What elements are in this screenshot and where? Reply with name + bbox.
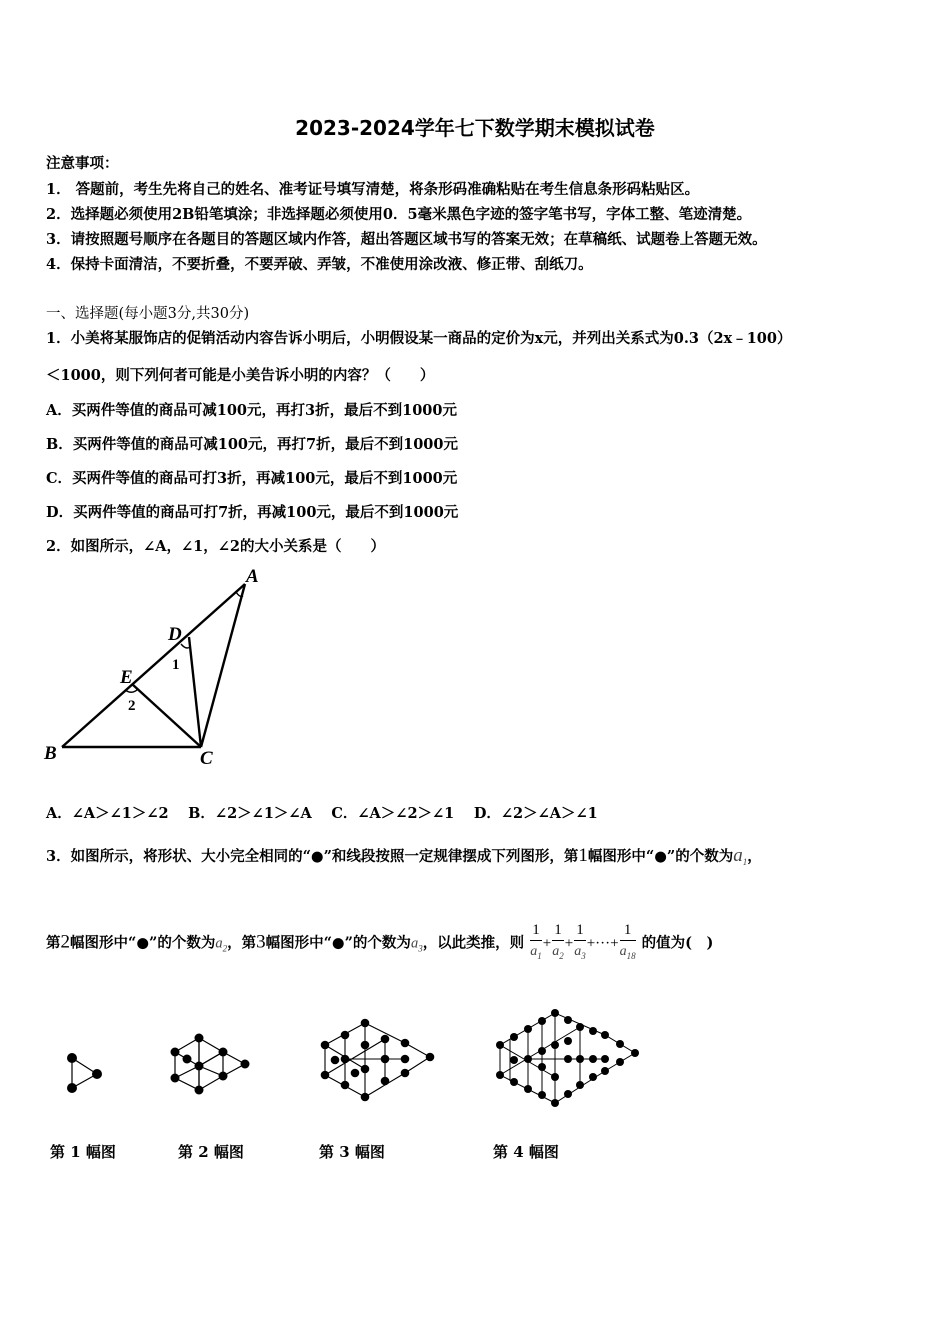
q3-stem-line2 xyxy=(46,920,713,967)
fraction-1-den-var: a xyxy=(530,944,538,959)
fraction-18-den-var: a xyxy=(619,944,627,959)
q2-stem: 2．如图所示，∠A，∠1，∠2的大小关系是（ ） xyxy=(46,538,385,555)
q3-figure-number-2: 2 xyxy=(60,931,70,953)
notice-item-4: 4．保持卡面清洁，不要折叠，不要弄破、弄皱，不准使用涂改液、修正带、刮纸刀。 xyxy=(46,256,593,273)
q3-l2-end: 的值为( ) xyxy=(641,934,714,952)
label-angle-1: 1 xyxy=(172,657,180,673)
q3-l2-text-2: 幅图形中“●”的个数为 xyxy=(70,934,216,952)
fraction-3-den-sub: 3 xyxy=(581,951,586,961)
fraction-18 xyxy=(620,920,636,967)
plus-sign-1: + xyxy=(542,935,552,952)
q3-a1-sub: 1 xyxy=(742,857,748,867)
q3-figure-2 xyxy=(165,1030,255,1100)
label-b: B xyxy=(44,743,57,764)
label-d: D xyxy=(168,624,182,645)
fraction-1-denominator xyxy=(530,941,542,967)
fraction-18-denominator xyxy=(620,941,636,967)
q3-caption-2: 第 2 幅图 xyxy=(178,1143,244,1161)
q3-figure-4 xyxy=(490,1005,645,1110)
notice-heading: 注意事项： xyxy=(46,155,119,172)
q3-l2-text-5: ，以此类推，则 xyxy=(422,934,525,952)
segment-dc xyxy=(189,637,201,747)
q3-l2-text-3: ，第 xyxy=(227,934,257,952)
notice-item-2: 2．选择题必须使用2B铅笔填涂；非选择题必须使用0．5毫米黑色字迹的签字笔书写，字体工整、笔迹清楚。 xyxy=(46,206,752,223)
fraction-2-den-sub: 2 xyxy=(559,951,564,961)
q3-a2-sub: 2 xyxy=(222,943,228,954)
fraction-18-den-sub: 18 xyxy=(626,951,636,961)
segment-ec xyxy=(132,684,201,747)
q3-caption-4: 第 4 幅图 xyxy=(493,1143,559,1161)
q1-option-c: C．买两件等值的商品可打3折，再减100元，最后不到1000元 xyxy=(46,470,458,487)
fraction-1-den-sub: 1 xyxy=(537,951,542,961)
q3-caption-1: 第 1 幅图 xyxy=(50,1143,116,1161)
label-c: C xyxy=(200,748,213,769)
notice-item-3: 3．请按照题号顺序在各题目的答题区域内作答，超出答题区域书写的答案无效；在草稿纸、试题卷上答题无效。 xyxy=(46,231,767,248)
q1-option-b: B．买两件等值的商品可减100元，再打7折，最后不到1000元 xyxy=(46,436,458,453)
q3-text-3: ， xyxy=(747,848,762,865)
ellipsis-plus: +···+ xyxy=(586,935,619,952)
q3-a3-sub: 3 xyxy=(418,943,423,954)
fraction-3 xyxy=(574,920,586,967)
q1-option-d: D．买两件等值的商品可打7折，再减100元，最后不到1000元 xyxy=(46,504,459,521)
q3-figure-number-3: 3 xyxy=(256,931,266,953)
q2-options: A．∠A＞∠1＞∠2 B．∠2＞∠1＞∠A C．∠A＞∠2＞∠1 D．∠2＞∠A＞∠1 xyxy=(46,805,598,822)
section-heading: 一、选择题(每小题3分,共30分) xyxy=(46,306,250,322)
fraction-2 xyxy=(552,920,564,967)
q2-triangle-figure xyxy=(40,562,280,772)
fraction-3-den-var: a xyxy=(574,944,582,959)
segment-ac xyxy=(201,584,245,747)
page-title: 2023-2024学年七下数学期末模拟试卷 xyxy=(295,116,655,140)
label-a: A xyxy=(246,566,259,587)
q3-a1: a xyxy=(733,845,743,866)
fraction-1-numerator: 1 xyxy=(530,920,542,941)
fraction-18-numerator: 1 xyxy=(620,920,636,941)
q3-l2-text-1: 第 xyxy=(46,934,61,952)
segment-ba xyxy=(62,584,245,747)
q3-text-1: 3．如图所示，将形状、大小完全相同的“●”和线段按照一定规律摆成下列图形，第 xyxy=(46,848,579,865)
label-angle-2: 2 xyxy=(128,698,136,714)
q3-figure-1 xyxy=(60,1048,110,1098)
q3-caption-3: 第 3 幅图 xyxy=(319,1143,385,1161)
q3-stem-line1 xyxy=(46,845,762,867)
fraction-3-denominator xyxy=(574,941,586,967)
q3-text-2: 幅图形中“●”的个数为 xyxy=(587,848,734,865)
plus-sign-2: + xyxy=(564,935,574,952)
q3-a3: a xyxy=(410,935,419,952)
q1-stem-line2: ＜1000，则下列何者可能是小美告诉小明的内容？（ ） xyxy=(46,367,435,384)
q1-stem-line1: 1．小美将某服饰店的促销活动内容告诉小明后，小明假设某一商品的定价为x元，并列出关系式为0.3（2x﹣100） xyxy=(46,330,792,347)
q3-a2: a xyxy=(215,935,223,952)
q3-figure-number-1: 1 xyxy=(578,845,588,866)
notice-item-1: 1． 答题前，考生先将自己的姓名、准考证号填写清楚，将条形码准确粘贴在考生信息条形码粘贴区。 xyxy=(46,181,700,198)
fraction-2-den-var: a xyxy=(552,944,560,959)
fraction-2-numerator: 1 xyxy=(552,920,564,941)
q1-option-a: A．买两件等值的商品可减100元，再打3折，最后不到1000元 xyxy=(46,402,457,419)
fraction-2-denominator xyxy=(552,941,564,967)
q3-figure-3 xyxy=(315,1015,440,1105)
q3-l2-text-4: 幅图形中“●”的个数为 xyxy=(265,934,411,952)
fraction-3-numerator: 1 xyxy=(574,920,586,941)
fraction-1 xyxy=(530,920,542,967)
label-e: E xyxy=(120,667,133,688)
